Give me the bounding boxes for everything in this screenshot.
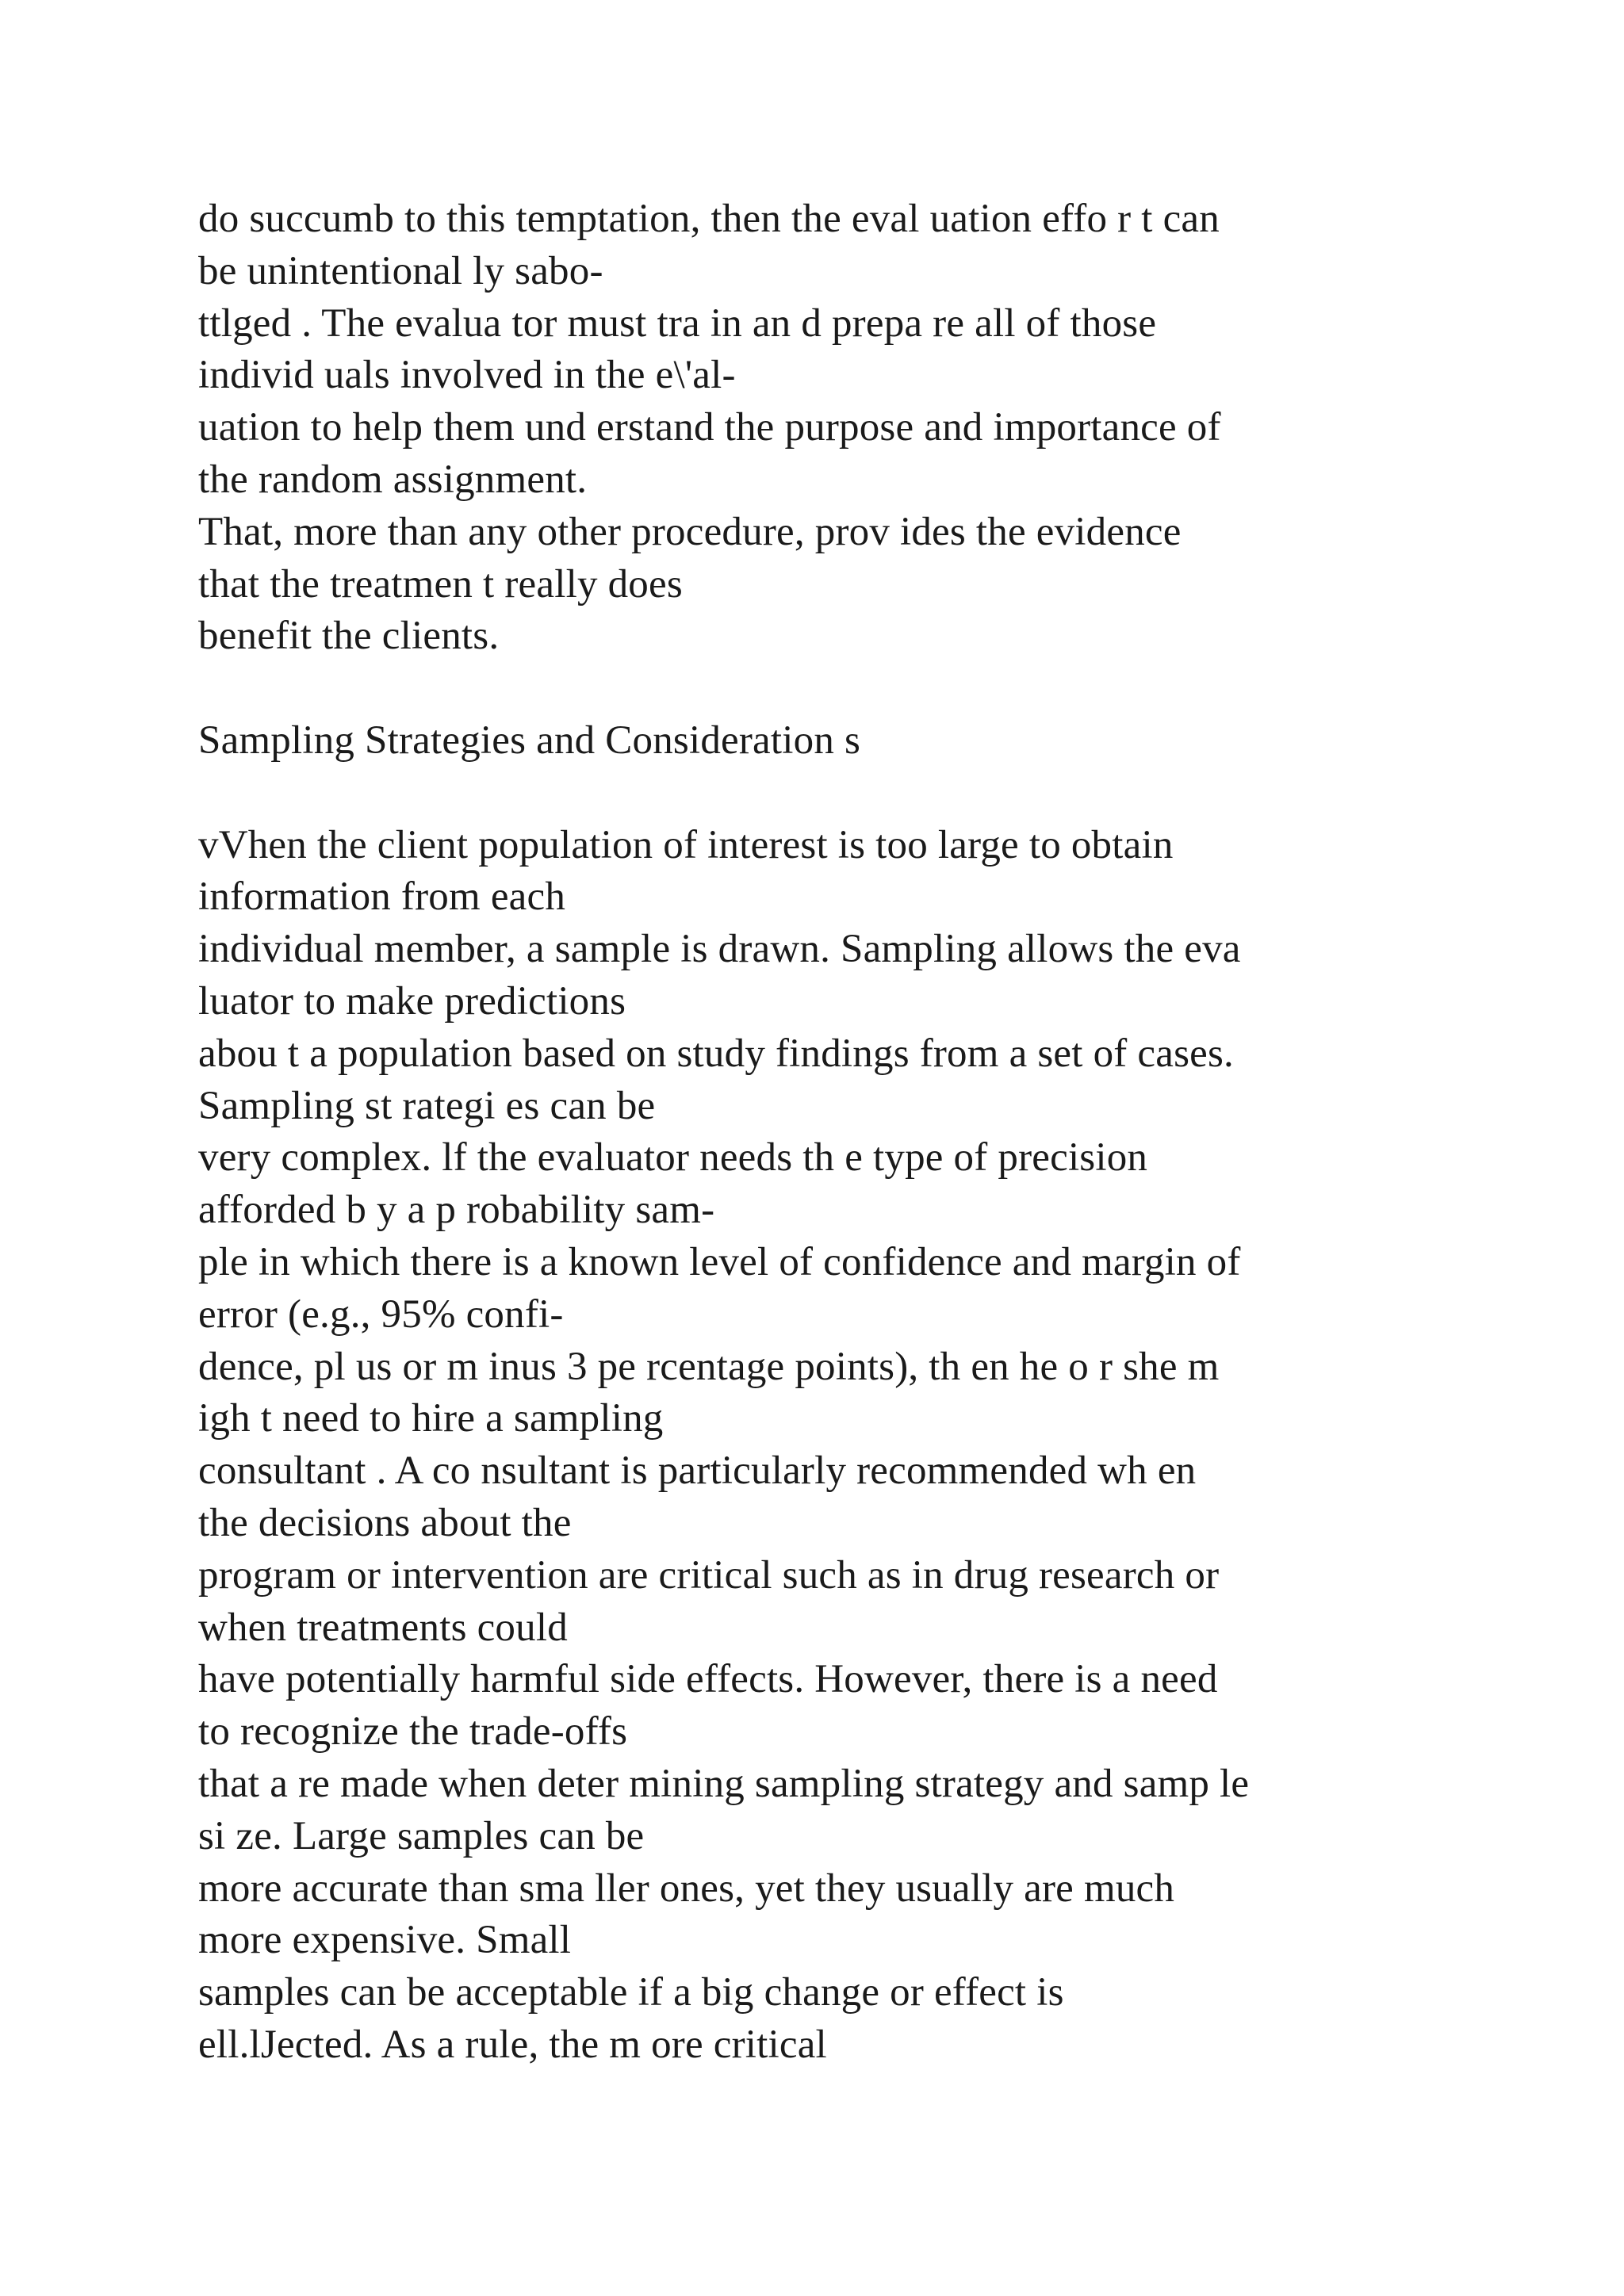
text-line: benefit the clients.	[198, 614, 500, 659]
text-line: very complex. lf the evaluator needs th e type of precision	[198, 1135, 1148, 1181]
text-line: individual member, a sample is drawn. Sampling allows the eva	[198, 927, 1241, 972]
text-line: igh t need to hire a sampling	[198, 1396, 664, 1441]
section-heading: Sampling Strategies and Consideration s	[198, 718, 861, 763]
text-line: ell.lJected. As a rule, the m ore critical	[198, 2022, 827, 2067]
text-line: to recognize the trade-offs	[198, 1709, 628, 1755]
text-line: the random assignment.	[198, 457, 588, 502]
text-line: program or intervention are critical such as in drug research or	[198, 1552, 1220, 1598]
text-line: the decisions about the	[198, 1500, 572, 1545]
text-line: vVhen the client population of interest is too large to obtain	[198, 822, 1174, 867]
text-line: consultant . A co nsultant is particularly recommended wh en	[198, 1448, 1197, 1494]
text-line: be unintentional ly sabo-	[198, 248, 603, 293]
document-text	[198, 193, 1515, 2072]
text-line: more accurate than sma ller ones, yet they usually are much	[198, 1866, 1175, 1911]
text-line: that the treatmen t really does	[198, 561, 683, 607]
text-line: have potentially harmful side effects. However, there is a need	[198, 1657, 1218, 1702]
text-line: that a re made when deter mining sampling strategy and samp le	[198, 1761, 1250, 1806]
text-line: more expensive. Small	[198, 1918, 572, 1963]
text-line: ttlged . The evalua tor must tra in an d prepa re all of those	[198, 300, 1157, 346]
text-line: afforded b y a p robability sam-	[198, 1188, 715, 1233]
text-line: si ze. Large samples can be	[198, 1813, 645, 1858]
text-line: samples can be acceptable if a big change or effect is	[198, 1970, 1064, 2015]
text-line: luator to make predictions	[198, 978, 626, 1024]
text-line: when treatments could	[198, 1605, 568, 1650]
paragraph-gap	[198, 767, 1515, 820]
text-line: information from each	[198, 874, 566, 920]
text-line: That, more than any other procedure, prov ides the evidence	[198, 509, 1182, 554]
text-line: error (e.g., 95% confi-	[198, 1292, 564, 1337]
text-line: individ uals involved in the e\'al-	[198, 353, 736, 398]
text-line: abou t a population based on study findings from a set of cases.	[198, 1031, 1234, 1076]
text-line: do succumb to this temptation, then the eval uation effo r t can	[198, 197, 1220, 241]
text-line: ple in which there is a known level of confidence and margin of	[198, 1239, 1241, 1284]
text-line: uation to help them und erstand the purpose and importance of	[198, 405, 1221, 450]
text-line: Sampling st rategi es can be	[198, 1083, 656, 1128]
text-line: dence, pl us or m inus 3 pe rcentage points), th en he o r she m	[198, 1344, 1220, 1389]
paragraph-gap	[198, 663, 1515, 715]
